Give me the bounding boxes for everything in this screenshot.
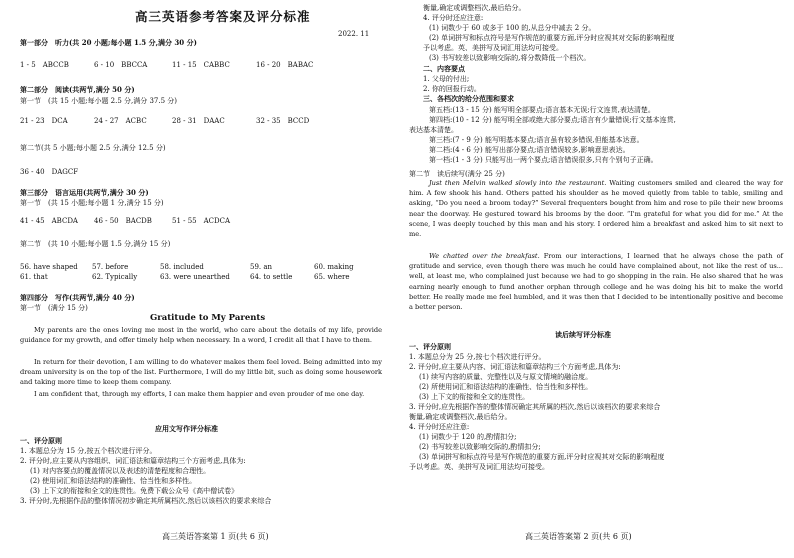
- answer-group: 6 - 10 BBCCA: [94, 61, 148, 69]
- page-footer: 高三英语答案第 2 页(共 6 页): [525, 532, 632, 541]
- bands-heading: 三、各档次的给分范围和要求: [423, 94, 514, 103]
- rubric-item: 3. 评分时,先根据作品的整体情况初步确定其所属档次,然后以该档次的要求来综合: [20, 497, 272, 505]
- rubric2-item: 衡量,确定或调整档次,最后给分。: [409, 413, 512, 421]
- part2-sec2: 第二节(共 5 小题;每小题 2.5 分,满分 12.5 分): [20, 144, 166, 152]
- sec2-heading: 第二节 读后续写(满分 25 分): [409, 170, 505, 178]
- exam-date: 2022. 11: [338, 30, 370, 38]
- answer-group: 32 - 35 BCCD: [256, 117, 310, 125]
- answer-group: 24 - 27 ACBC: [94, 117, 147, 125]
- answer-group: 41 - 45 ABCDA: [20, 217, 78, 225]
- rubric2-item: 2. 评分时,应主要从内容、词汇语法和篇章结构三个方面考虑,具体为:: [409, 363, 621, 371]
- band-line: 第四档:(10 - 12 分) 能写明全部或绝大部分要点;语言有少量错误;行文基本连贯,: [429, 116, 676, 124]
- continued-line: (2) 单词拼写和标点符号是写作规范的重要方面,评分时应视其对交际的影响程度: [429, 34, 675, 42]
- part2-sec2-answers: 36 - 40 DAGCF: [20, 168, 79, 176]
- answer-group: 51 - 55 ACDCA: [172, 217, 231, 225]
- fill-answer: 65. where: [314, 273, 350, 281]
- part1-heading: 第一部分 听力(共 20 小题;每小题 1.5 分,满分 30 分): [20, 38, 197, 47]
- rubric2-item: (3) 上下文的衔接和全文的连贯性。: [419, 393, 530, 401]
- fill-answer: 60. making: [314, 263, 354, 271]
- part4-heading: 第四部分 写作(共两节,满分 40 分): [20, 293, 135, 302]
- fill-answer: 56. have shaped: [20, 263, 78, 271]
- continued-line: (3) 书写较差以致影响交际的,将分数降低一个档次。: [429, 54, 591, 62]
- fill-answer: 59. an: [250, 263, 273, 271]
- band-line: 第五档:(13 - 15 分) 能写明全部要点;语言基本无误;行文连贯,表达清楚。: [429, 106, 655, 114]
- points-heading: 二、内容要点: [423, 64, 465, 73]
- rubric2-item: (2) 所使用词汇和语法结构的准确性、恰当性和多样性。: [419, 383, 593, 391]
- rubric-item: (3) 上下文的衔接和全文的连贯性。免费下载公众号《高中僧试卷》: [30, 487, 239, 495]
- part3-heading: 第三部分 语言运用(共两节,满分 30 分): [20, 188, 149, 197]
- continued-line: 4. 评分时还应注意:: [423, 14, 484, 22]
- continuation-paragraph: [409, 251, 783, 312]
- continued-line: (1) 词数少于 60 或多于 100 的,从总分中减去 2 分。: [429, 24, 596, 32]
- answer-group: 16 - 20 BABAC: [256, 61, 314, 69]
- answer-group: 28 - 31 DAAC: [172, 117, 225, 125]
- answer-group: 46 - 50 BACDB: [94, 217, 152, 225]
- continued-line: 衡量,确定或调整档次,最后给分。: [423, 4, 526, 12]
- rubric2-item: 1. 本题总分为 25 分,按七个档次进行评分。: [409, 353, 546, 361]
- right-page: [397, 0, 794, 558]
- page-footer: 高三英语答案第 1 页(共 6 页): [162, 532, 269, 541]
- rubric2-subheading: 一、评分原则: [409, 342, 451, 351]
- fill-answer: 64. to settle: [250, 273, 293, 281]
- rubric2-item: (3) 单词拼写和标点符号是写作规范的重要方面,评分时应视其对交际的影响程度: [419, 453, 665, 461]
- fill-answer: 63. were unearthed: [160, 273, 230, 281]
- paragraph-body: From our interactions, I learned that he always chose the path of gratitude and service, even though there was much he could have complained about, not like the rest of us... well, at least me, who complained just because we had to go shopping in the rain. He also shared that he was earning nearly enough to fund another orphan through college and he was doing his bit to make the world better. He really made me feel humbled, and it was then that I decided to be intentionally positive and become a better person.: [409, 252, 783, 312]
- paragraph-lead: We chatted over the breakfast.: [429, 252, 540, 260]
- rubric2-item: (2) 书写较差以致影响交际的,酌情扣分;: [419, 443, 541, 451]
- paragraph-lead: Just then Melvin walked slowly into the restaurant.: [429, 179, 607, 187]
- essay-paragraph: In return for their devotion, I am willing to do whatever makes them feel loved. Being admitted into my dream university is on the top of the list. Furthermore, I will do my little bit, such as doing some housework and taking more time to keep them company.: [20, 358, 382, 387]
- rubric-item: 2. 评分时,应主要从内容组织、词汇语法和篇章结构三个方面考虑,具体为:: [20, 457, 246, 465]
- band-line: 第三档:(7 - 9 分) 能写明基本要点;语言虽有较多错误,但能基本达意。: [429, 136, 644, 144]
- page-title: 高三英语参考答案及评分标准: [135, 9, 311, 24]
- part3-sec2: 第二节 (共 10 小题;每小题 1.5 分,满分 15 分): [20, 240, 171, 248]
- essay-paragraph: I am confident that, through my efforts, I can make them happier and even prouder of me one day.: [34, 390, 365, 398]
- rubric2-item: (1) 续写内容的质量、完整性以及与原文情境的融洽度。: [419, 373, 593, 381]
- rubric2-item: 予以考虑。英、美拼写及词汇用法均可接受。: [409, 463, 549, 471]
- fill-answer: 62. Typically: [92, 273, 138, 281]
- band-line: 第一档:(1 - 3 分) 只能写出一两个要点;语言错误很多,只有个别句子正确。: [429, 156, 658, 164]
- rubric2-item: 3. 评分时,应先根据作答的整体情况确定其所属的档次,然后以该档次的要求来综合: [409, 403, 661, 411]
- rubric-item: (1) 对内容要点的覆盖情况以及表述的清楚程度和合理性。: [30, 467, 211, 475]
- part2-heading: 第二部分 阅读(共两节,满分 50 分): [20, 85, 135, 94]
- continuation-paragraph: [409, 178, 783, 239]
- band-line: 第二档:(4 - 6 分) 能写出部分要点;语言错误较多,影响意思表达。: [429, 146, 630, 154]
- content-point: 1. 父母的付出;: [423, 75, 470, 83]
- rubric2-heading: 读后续写评分标准: [555, 330, 611, 339]
- answer-group: 21 - 23 DCA: [20, 117, 68, 125]
- rubric-heading: 应用文写作评分标准: [155, 424, 218, 433]
- answer-group: 1 - 5 ABCCB: [20, 61, 69, 69]
- answer-group: 11 - 15 CABBC: [172, 61, 230, 69]
- fill-answer: 57. before: [92, 263, 129, 271]
- rubric-item: (2) 使用词汇和语法结构的准确性、恰当性和多样性。: [30, 477, 197, 485]
- part2-sec1: 第一节 (共 15 小题;每小题 2.5 分,满分 37.5 分): [20, 97, 178, 105]
- essay-title: Gratitude to My Parents: [150, 313, 266, 323]
- band-line: 表达基本清楚。: [409, 126, 458, 134]
- part3-sec1: 第一节 (共 15 小题;每小题 1 分,满分 15 分): [20, 199, 164, 207]
- rubric2-item: 4. 评分时还应注意:: [409, 423, 470, 431]
- rubric-subheading: 一、评分原则: [20, 436, 62, 445]
- essay-paragraph: My parents are the ones loving me most in the world, who care about the details of my life, provide guidance for my growth, and offer timely help when necessary. In a word, I credit all that I have to them.: [20, 326, 382, 345]
- continued-line: 予以考虑。英、美拼写及词汇用法均可接受。: [423, 44, 563, 52]
- part4-sec1: 第一节 (满分 15 分): [20, 304, 88, 312]
- rubric2-item: (1) 词数少于 120 的,酌情扣分;: [419, 433, 517, 441]
- fill-answer: 58. included: [160, 263, 204, 271]
- content-point: 2. 你的回报行动。: [423, 85, 481, 93]
- fill-answer: 61. that: [20, 273, 48, 281]
- paragraph-body: Waiting customers smiled and cleared the way for him. A few shook his hand. Others patted his shoulder as he moved quietly from table to table, smiling and asking, “Do you need a broom today?” Several frequenters bought from him and rose to pile their new brooms near the doorway. He gestured toward his brooms by the door. “I'm grateful for what you did for me.” At the scene, I was deeply touched by this man and his story. I ordered him a breakfast and asked him to sit next to me.: [409, 179, 783, 239]
- rubric-item: 1. 本题总分为 15 分,按五个档次进行评分。: [20, 447, 157, 455]
